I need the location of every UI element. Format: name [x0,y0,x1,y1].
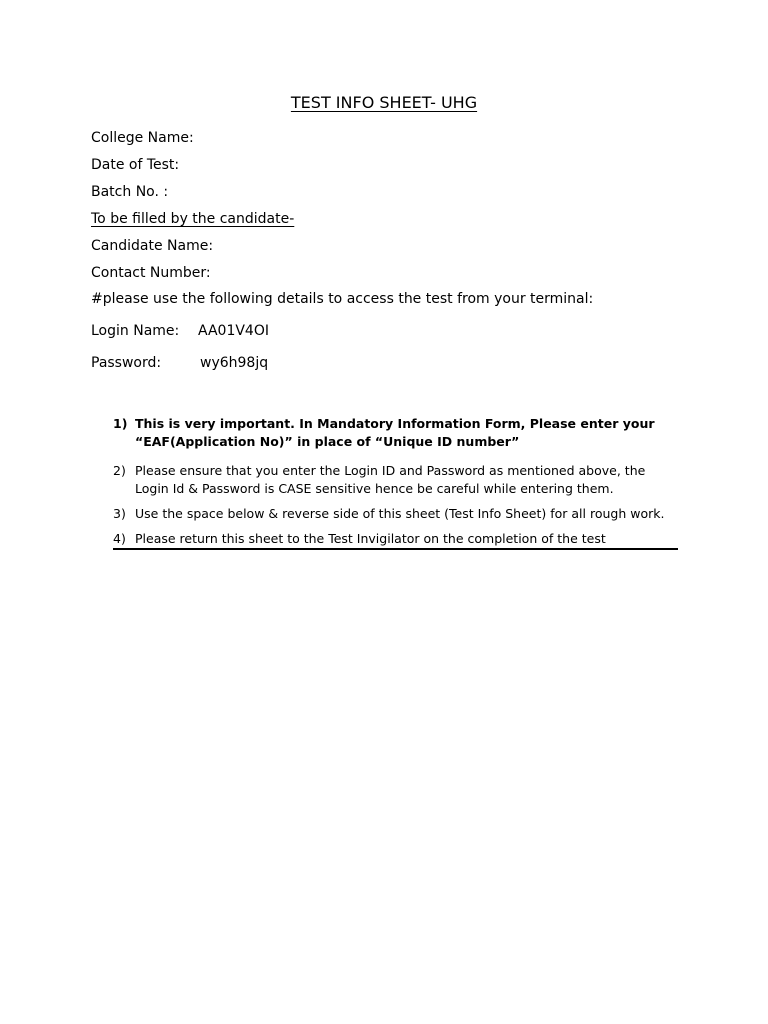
candidate-name-label: Candidate Name: [91,238,214,254]
password-row [91,354,269,372]
instruction-number: 2) [113,463,126,478]
login-name-value: AA01V4OI [198,323,269,339]
instruction-line: This is very important. In Mandatory Information Form, Please enter your [135,416,655,431]
instruction-text [135,505,678,523]
instruction-line: Please ensure that you enter the Login ID and Password as mentioned above, the [135,463,646,478]
password-value: wy6h98jq [200,355,269,371]
document-title: TEST INFO SHEET- UHG [290,93,478,112]
college-name-label: College Name: [91,130,194,146]
instruction-line: Please return this sheet to the Test Invigilator on the completion of the test [135,531,606,546]
instruction-line: Use the space below & reverse side of this sheet (Test Info Sheet) for all rough work. [135,506,665,521]
instruction-text [135,462,678,498]
contact-number-label: Contact Number: [91,265,211,281]
instruction-number: 1) [113,416,128,431]
instruction-line: “EAF(Application No)” in place of “Unique ID number” [135,434,520,449]
date-of-test-label: Date of Test: [91,157,180,173]
instruction-number: 4) [113,531,126,546]
instruction-number: 3) [113,506,126,521]
access-instruction-text: #please use the following details to access the test from your terminal: [91,291,594,307]
instruction-line: Login Id & Password is CASE sensitive hence be careful while entering them. [135,481,614,496]
password-label: Password: [91,355,162,371]
instruction-text [135,530,678,548]
instructions-bottom-rule [113,548,678,550]
login-name-row [91,322,269,340]
batch-number-label: Batch No. : [91,184,169,200]
instruction-text [135,415,678,451]
login-name-label: Login Name: [91,323,180,339]
candidate-section-heading: To be filled by the candidate- [91,211,295,227]
